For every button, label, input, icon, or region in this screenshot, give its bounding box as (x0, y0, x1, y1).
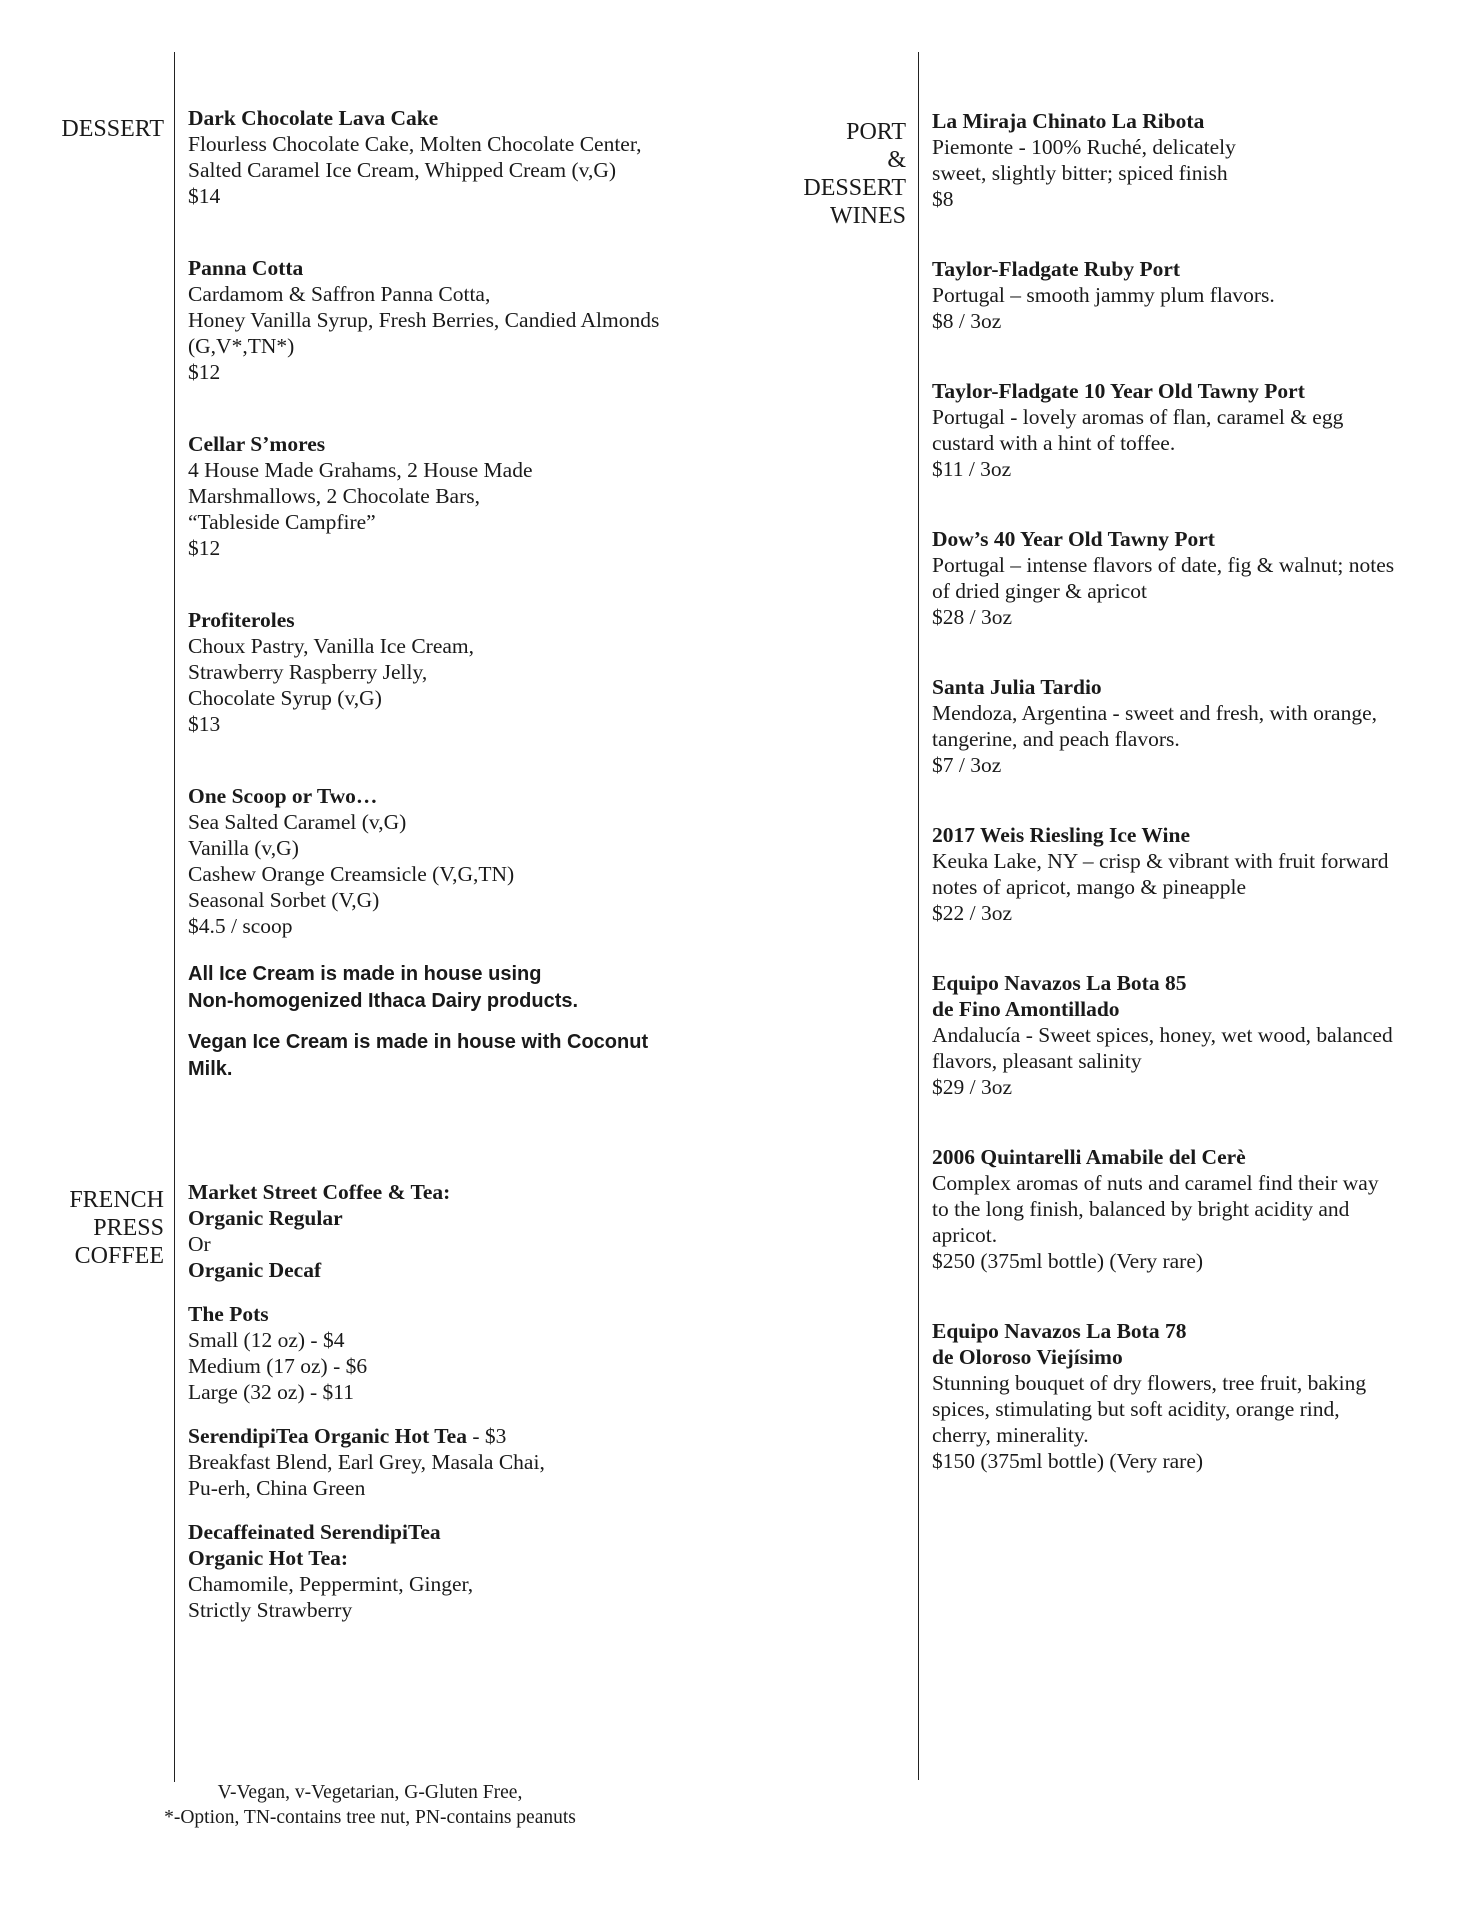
wine-item: 2017 Weis Riesling Ice Wine Keuka Lake, NY – crisp & vibrant with fruit forward notes of apricot, mango & pineapple $22 / 3oz (932, 822, 1452, 926)
item-description: Chocolate Syrup (v,G) (188, 686, 382, 710)
wine-item: Taylor-Fladgate 10 Year Old Tawny Port Portugal - lovely aromas of flan, caramel & egg custard with a hint of toffee. $11 / 3oz (932, 378, 1452, 482)
item-description: Cashew Orange Creamsicle (V,G,TN) (188, 862, 515, 886)
item-description: Marshmallows, 2 Chocolate Bars, (188, 484, 480, 508)
wine-price: $8 / 3oz (932, 309, 1002, 333)
dietary-legend: V-Vegan, v-Vegetarian, G-Gluten Free, *-Option, TN-contains tree nut, PN-contains peanuts (164, 1782, 576, 1828)
item-description: Strawberry Raspberry Jelly, (188, 660, 428, 684)
dessert-coffee-column (188, 105, 708, 1623)
wine-name: Taylor-Fladgate Ruby Port (932, 257, 1181, 281)
wine-price: $28 / 3oz (932, 605, 1013, 629)
left-divider (174, 52, 175, 1782)
wine-name: 2017 Weis Riesling Ice Wine (932, 823, 1191, 847)
item-name: Profiteroles (188, 608, 295, 632)
item-name: Panna Cotta (188, 256, 304, 280)
item-price: $12 (188, 360, 221, 384)
wine-name: Dow’s 40 Year Old Tawny Port (932, 527, 1215, 551)
vegan-ice-cream-note: Vegan Ice Cream is made in house with Coconut Milk. (188, 1031, 649, 1080)
wine-price: $7 / 3oz (932, 753, 1002, 777)
wine-name: La Miraja Chinato La Ribota (932, 109, 1205, 133)
item-price: $13 (188, 712, 221, 736)
wine-item: Equipo Navazos La Bota 78 de Oloroso Viejísimo Stunning bouquet of dry flowers, tree fruit, baking spices, stimulating but soft acidity, orange rind, cherry, minerality. $150 (375ml bottle) (Very rare) (932, 1318, 1452, 1474)
section-label-coffee: FRENCH PRESS COFFEE (69, 1187, 164, 1269)
wine-item: Santa Julia Tardio Mendoza, Argentina - sweet and fresh, with orange, tangerine, and peach flavors. $7 / 3oz (932, 674, 1452, 778)
item-description: Cardamom & Saffron Panna Cotta, (188, 282, 491, 306)
wine-price: $11 / 3oz (932, 457, 1012, 481)
item-name: Cellar S’mores (188, 432, 326, 456)
wine-name: 2006 Quintarelli Amabile del Cerè (932, 1145, 1246, 1169)
section-label-dessert: DESSERT (61, 116, 164, 142)
coffee-pots: The Pots Small (12 oz) - $4 Medium (17 oz) - $6 Large (32 oz) - $11 (188, 1301, 708, 1405)
item-price: $14 (188, 184, 221, 208)
item-name: Dark Chocolate Lava Cake (188, 106, 439, 130)
item-description: Seasonal Sorbet (V,G) (188, 888, 380, 912)
wine-name: de Oloroso Viejísimo (932, 1345, 1123, 1369)
item-description: Flourless Chocolate Cake, Molten Chocolate Center, (188, 132, 642, 156)
pot-size: Large (32 oz) - $11 (188, 1380, 354, 1404)
wine-name: de Fino Amontillado (932, 997, 1120, 1021)
wine-price: $8 (932, 187, 954, 211)
wine-name: Equipo Navazos La Bota 85 (932, 971, 1187, 995)
wine-item: Dow’s 40 Year Old Tawny Port Portugal – intense flavors of date, fig & walnut; notes of dried ginger & apricot $28 / 3oz (932, 526, 1452, 630)
hot-tea: SerendipiTea Organic Hot Tea - $3 Breakfast Blend, Earl Grey, Masala Chai, Pu-erh, China Green (188, 1424, 545, 1500)
wine-item: La Miraja Chinato La Ribota Piemonte - 100% Ruché, delicately sweet, slightly bitter; spiced finish $8 (932, 108, 1452, 212)
wine-price: $250 (375ml bottle) (Very rare) (932, 1249, 1204, 1273)
item-description: Choux Pastry, Vanilla Ice Cream, (188, 634, 475, 658)
item-description: Honey Vanilla Syrup, Fresh Berries, Candied Almonds (188, 308, 660, 332)
item-description: Sea Salted Caramel (v,G) (188, 810, 407, 834)
dessert-item (188, 607, 708, 737)
item-description: 4 House Made Grahams, 2 House Made (188, 458, 533, 482)
wine-price: $22 / 3oz (932, 901, 1013, 925)
wine-item: Taylor-Fladgate Ruby Port Portugal – smooth jammy plum flavors. $8 / 3oz (932, 256, 1452, 334)
wine-name: Taylor-Fladgate 10 Year Old Tawny Port (932, 379, 1305, 403)
wine-price: $29 / 3oz (932, 1075, 1013, 1099)
wine-item: Equipo Navazos La Bota 85 de Fino Amontillado Andalucía - Sweet spices, honey, wet wood, balanced flavors, pleasant salinity $29 / 3oz (932, 970, 1452, 1100)
item-description: (G,V*,TN*) (188, 334, 295, 358)
wine-price: $150 (375ml bottle) (Very rare) (932, 1449, 1204, 1473)
wine-name: Equipo Navazos La Bota 78 (932, 1319, 1187, 1343)
item-description: Vanilla (v,G) (188, 836, 299, 860)
item-price: $4.5 / scoop (188, 914, 293, 938)
dessert-item (188, 105, 708, 209)
wine-column (932, 108, 1452, 1474)
dessert-item (188, 783, 708, 939)
item-name: One Scoop or Two… (188, 784, 378, 808)
dessert-item (188, 431, 708, 561)
item-description: “Tableside Campfire” (188, 510, 376, 534)
item-description: Salted Caramel Ice Cream, Whipped Cream (v,G) (188, 158, 617, 182)
right-divider (918, 52, 919, 1780)
decaf-tea: Decaffeinated SerendipiTea Organic Hot Tea: Chamomile, Peppermint, Ginger, Strictly Strawberry (188, 1520, 474, 1622)
section-label-port-dessert-wines: PORT & DESSERT WINES (803, 119, 906, 229)
dessert-item (188, 255, 708, 385)
ice-cream-note: All Ice Cream is made in house using Non-homogenized Ithaca Dairy products. (188, 963, 579, 1012)
coffee-heading: Market Street Coffee & Tea: Organic Regular Or Organic Decaf (188, 1180, 451, 1282)
pot-size: Medium (17 oz) - $6 (188, 1354, 368, 1378)
wine-item: 2006 Quintarelli Amabile del Cerè Complex aromas of nuts and caramel find their way to the long finish, balanced by bright acidity and apricot. $250 (375ml bottle) (Very rare) (932, 1144, 1452, 1274)
item-price: $12 (188, 536, 221, 560)
pot-size: Small (12 oz) - $4 (188, 1328, 345, 1352)
wine-name: Santa Julia Tardio (932, 675, 1102, 699)
